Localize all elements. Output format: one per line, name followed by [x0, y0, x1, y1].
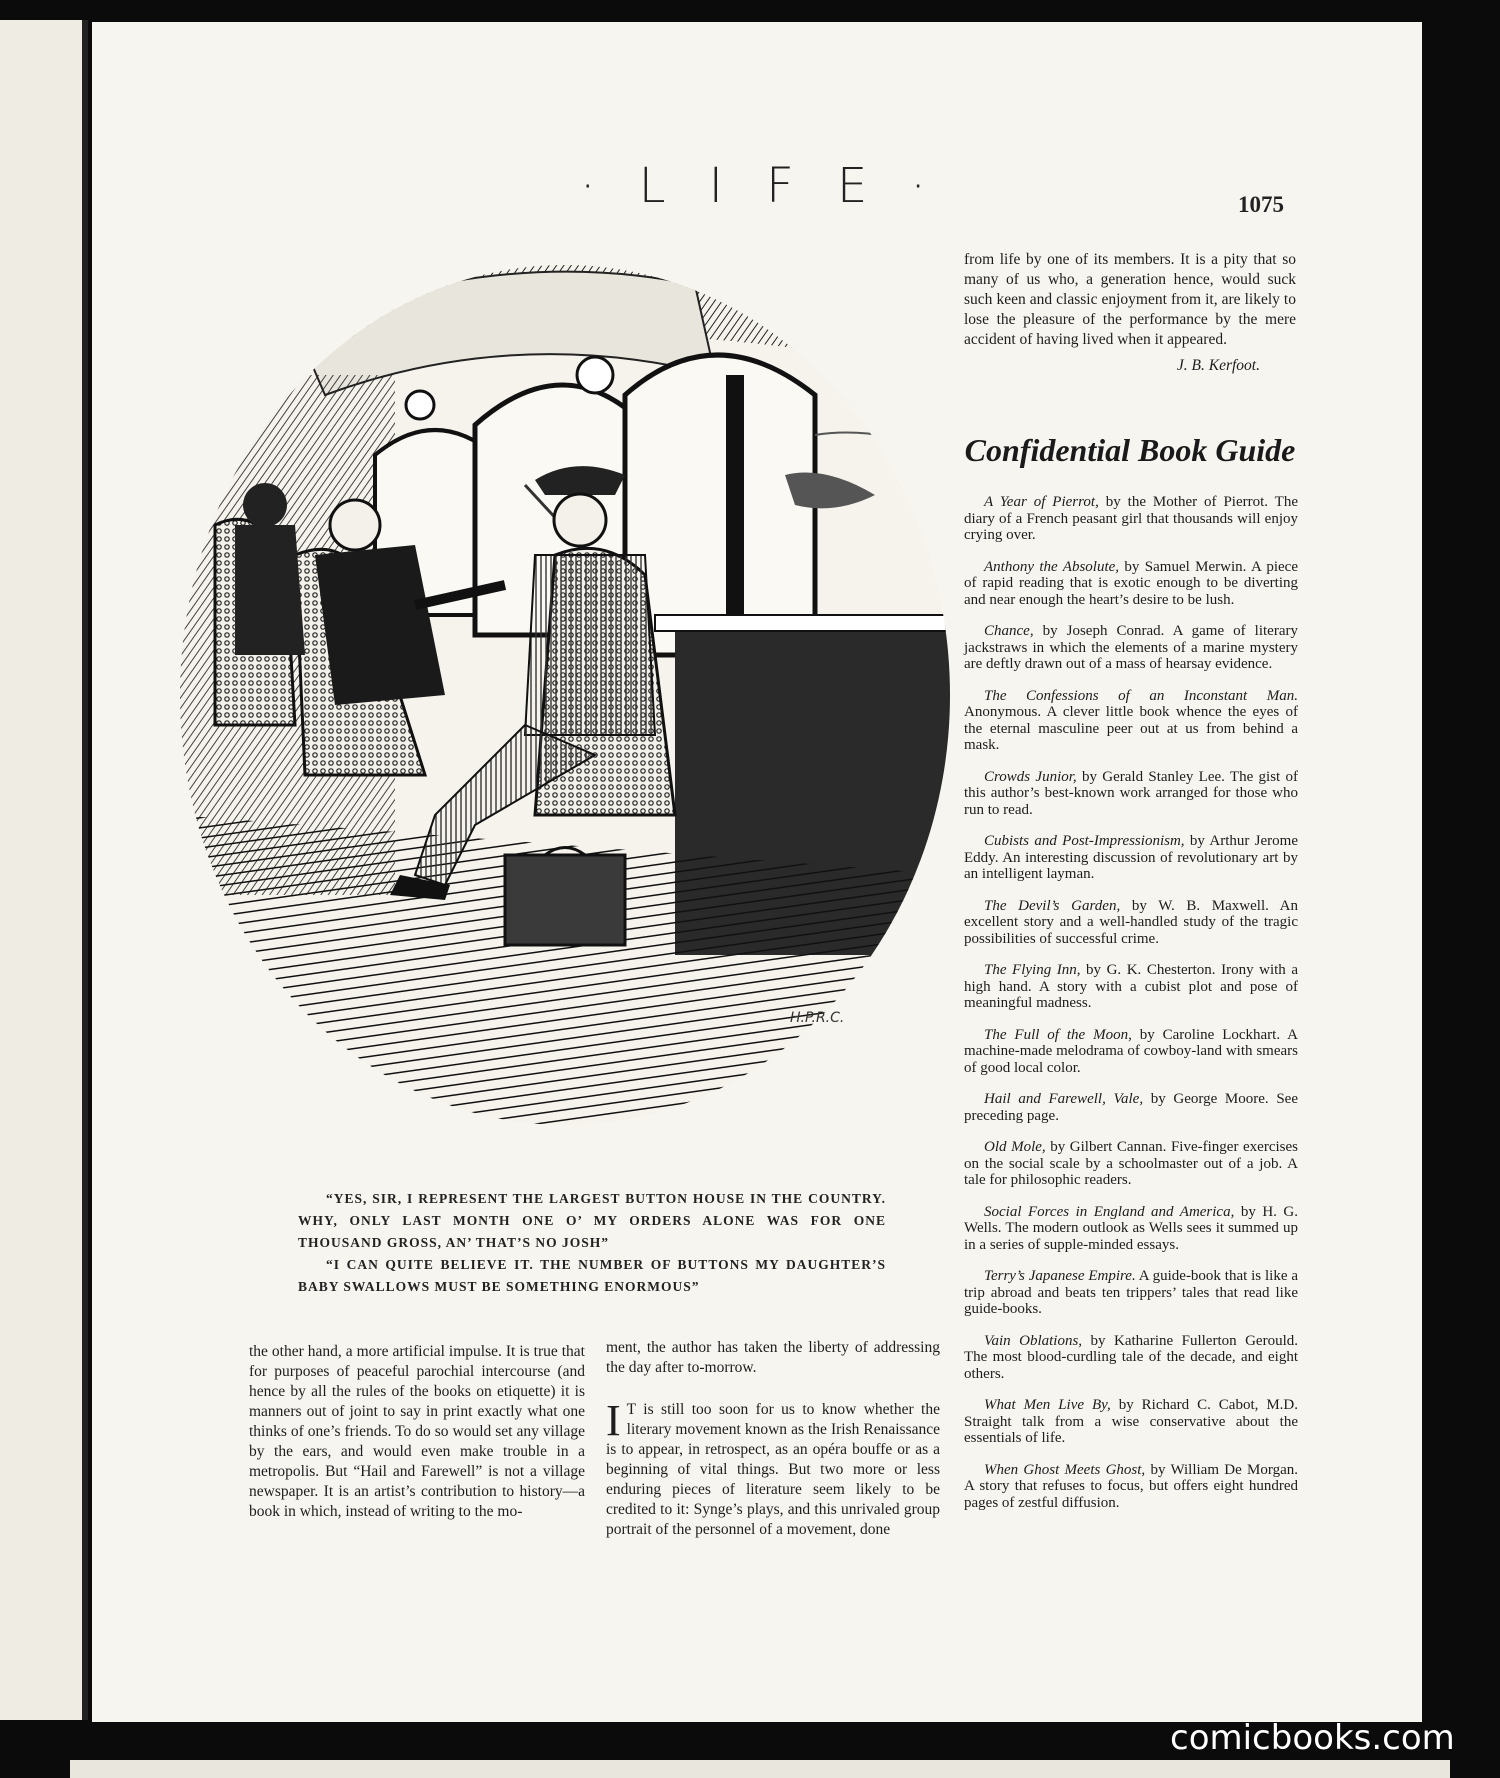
- book-guide-entry: [964, 688, 1298, 754]
- article-byline: J. B. Kerfoot.: [1176, 357, 1260, 374]
- book-title: Crowds Junior,: [984, 768, 1077, 785]
- book-title: Terry’s Japanese Empire.: [984, 1268, 1136, 1284]
- book-guide-entry: [964, 833, 1298, 883]
- book-guide-list: [964, 479, 1298, 1519]
- book-title: A Year of Pierrot,: [984, 494, 1099, 510]
- book-review: by Richard C. Cabot, M.D. Straight talk from a wise conservative about the essentials of life.: [964, 1397, 1298, 1446]
- book-guide-entry: [964, 623, 1298, 673]
- source-watermark: comicbooks.com: [1170, 1718, 1455, 1758]
- book-review: by W. B. Maxwell. An excellent story and a well-handled study of the tragic possibilities of successful crime.: [964, 897, 1299, 947]
- book-guide-entry: [964, 1139, 1298, 1189]
- previous-page-edge: [0, 20, 88, 1720]
- drop-cap: I: [606, 1396, 621, 1445]
- book-title: Cubists and Post-Impressionism,: [984, 833, 1185, 849]
- book-guide-entry: [964, 494, 1298, 544]
- book-review: by G. K. Chesterton. Irony with a high hand. A story with a cubist plot and pose of meaningful madness.: [964, 962, 1298, 1011]
- book-title: The Devil’s Garden,: [984, 897, 1121, 914]
- book-guide-entry: [964, 769, 1298, 819]
- article-paragraph: the other hand, a more artificial impulse. It is true that for purposes of peaceful parochial intercourse (and hence by all the rules of the books on etiquette) it is manners out of joint to say in print exactly what one thinks of one’s friends. To do so would set any village by the ears, and would even make trouble in a metropolis. But “Hail and Farewell” is not a village newspaper. It is an artist’s contribution to history—a book in which, instead of writing to the mo-: [249, 1343, 585, 1520]
- book-guide-entry: [964, 1091, 1298, 1124]
- book-title: The Confessions of an Inconstant Man.: [984, 687, 1298, 704]
- book-guide-entry: [964, 1462, 1298, 1512]
- article-paragraph: from life by one of its members. It is a pity that so many of us who, a generation hence, would suck such keen and classic enjoyment from it, are likely to lose the pleasure of the performance by the mere accident of having lived when it appeared.: [964, 251, 1296, 348]
- book-title: Social Forces in England and America,: [984, 1203, 1235, 1220]
- book-review: by Katharine Fullerton Gerould. The most blood-curdling tale of the decade, and eight others.: [964, 1332, 1298, 1382]
- book-review: by Caroline Lockhart. A machine-made melodrama of cowboy-land with smears of good local color.: [964, 1026, 1298, 1076]
- book-guide-entry: [964, 1027, 1298, 1077]
- caption-line-1: “YES, SIR, I REPRESENT THE LARGEST BUTTON HOUSE IN THE COUNTRY. WHY, ONLY LAST MONTH ONE O’ MY ORDERS ALONE WAS FOR ONE THOUSAND GROSS, AN’ THAT’S NO JOSH”: [298, 1191, 886, 1250]
- article-column-middle: [606, 1338, 940, 1540]
- book-review: by H. G. Wells. The modern outlook as Wells sees it summed up in a series of supple-minded essays.: [964, 1203, 1298, 1253]
- article-column-right: [964, 250, 1296, 376]
- book-review: by Gilbert Cannan. Five-finger exercises on the social scale by a schoolmaster out of a job. A tale for philosophic readers.: [964, 1139, 1298, 1188]
- book-review: by Arthur Jerome Eddy. An interesting discussion of revolutionary art by an intelligent layman.: [964, 833, 1298, 882]
- parlor-car-illustration: [175, 255, 955, 1125]
- book-review: by Samuel Merwin. A piece of rapid reading that is exotic enough to be diverting and near enough the heart’s desire to be lush.: [964, 558, 1298, 608]
- book-guide-entry: [964, 1204, 1298, 1254]
- article-paragraph-text: T is still too soon for us to know whether the literary movement known as the Irish Renaissance is to appear, in retrospect, as an opéra bouffe or as a beginning of vital things. But two more or less enduring pieces of literature seem likely to be credited to it: Synge’s plays, and this unrivaled group portrait of the personnel of a movement, done: [606, 1401, 940, 1538]
- book-guide-entry: [964, 1333, 1298, 1383]
- book-review: Anonymous. A clever little book whence the eyes of the eternal masculine peer out at us from behind a mask.: [964, 704, 1298, 753]
- article-paragraph: ment, the author has taken the liberty of addressing the day after to-morrow.: [606, 1339, 940, 1376]
- book-guide-entry: [964, 962, 1298, 1012]
- illustrator-signature: H.P.R.C.: [790, 1010, 845, 1026]
- book-title: Chance,: [984, 623, 1034, 639]
- book-review: by Gerald Stanley Lee. The gist of this author’s best-known work arranged for those who run to read.: [964, 768, 1298, 818]
- book-review: A guide-book that is like a trip abroad and beats ten trippers’ tales that read like guide-books.: [964, 1268, 1298, 1317]
- book-guide-entry: [964, 559, 1298, 609]
- book-guide-entry: [964, 1397, 1298, 1447]
- book-title: Old Mole,: [984, 1139, 1046, 1155]
- book-review: by George Moore. See preceding page.: [964, 1091, 1298, 1124]
- masthead: · L I F E ·: [580, 158, 940, 214]
- book-review: by the Mother of Pierrot. The diary of a French peasant girl that thousands will enjoy crying over.: [964, 494, 1298, 543]
- book-title: When Ghost Meets Ghost,: [984, 1461, 1146, 1478]
- book-title: Hail and Farewell, Vale,: [984, 1091, 1144, 1107]
- book-title: Vain Oblations,: [984, 1332, 1083, 1349]
- caption-line-2: “I CAN QUITE BELIEVE IT. THE NUMBER OF BUTTONS MY DAUGHTER’S BABY SWALLOWS MUST BE SOMETHING ENORMOUS”: [298, 1257, 886, 1294]
- book-title: What Men Live By,: [984, 1397, 1111, 1413]
- book-title: The Flying Inn,: [984, 962, 1081, 978]
- book-guide-entry: [964, 898, 1298, 948]
- book-review: by William De Morgan. A story that refuses to focus, but offers eight hundred pages of zestful diffusion.: [964, 1461, 1298, 1511]
- article-paragraph-dropcap: [606, 1396, 940, 1540]
- page-number: 1075: [1238, 192, 1284, 217]
- cartoon-caption: [298, 1188, 886, 1298]
- article-column-left: [249, 1342, 585, 1522]
- book-guide-title: Confidential Book Guide: [964, 432, 1296, 468]
- book-guide-entry: [964, 1268, 1298, 1318]
- book-title: Anthony the Absolute,: [984, 558, 1120, 575]
- book-review: by Joseph Conrad. A game of literary jackstraws in which the elements of a marine mystery are deftly drawn out of a mass of hearsay evidence.: [964, 623, 1298, 672]
- book-title: The Full of the Moon,: [984, 1026, 1132, 1043]
